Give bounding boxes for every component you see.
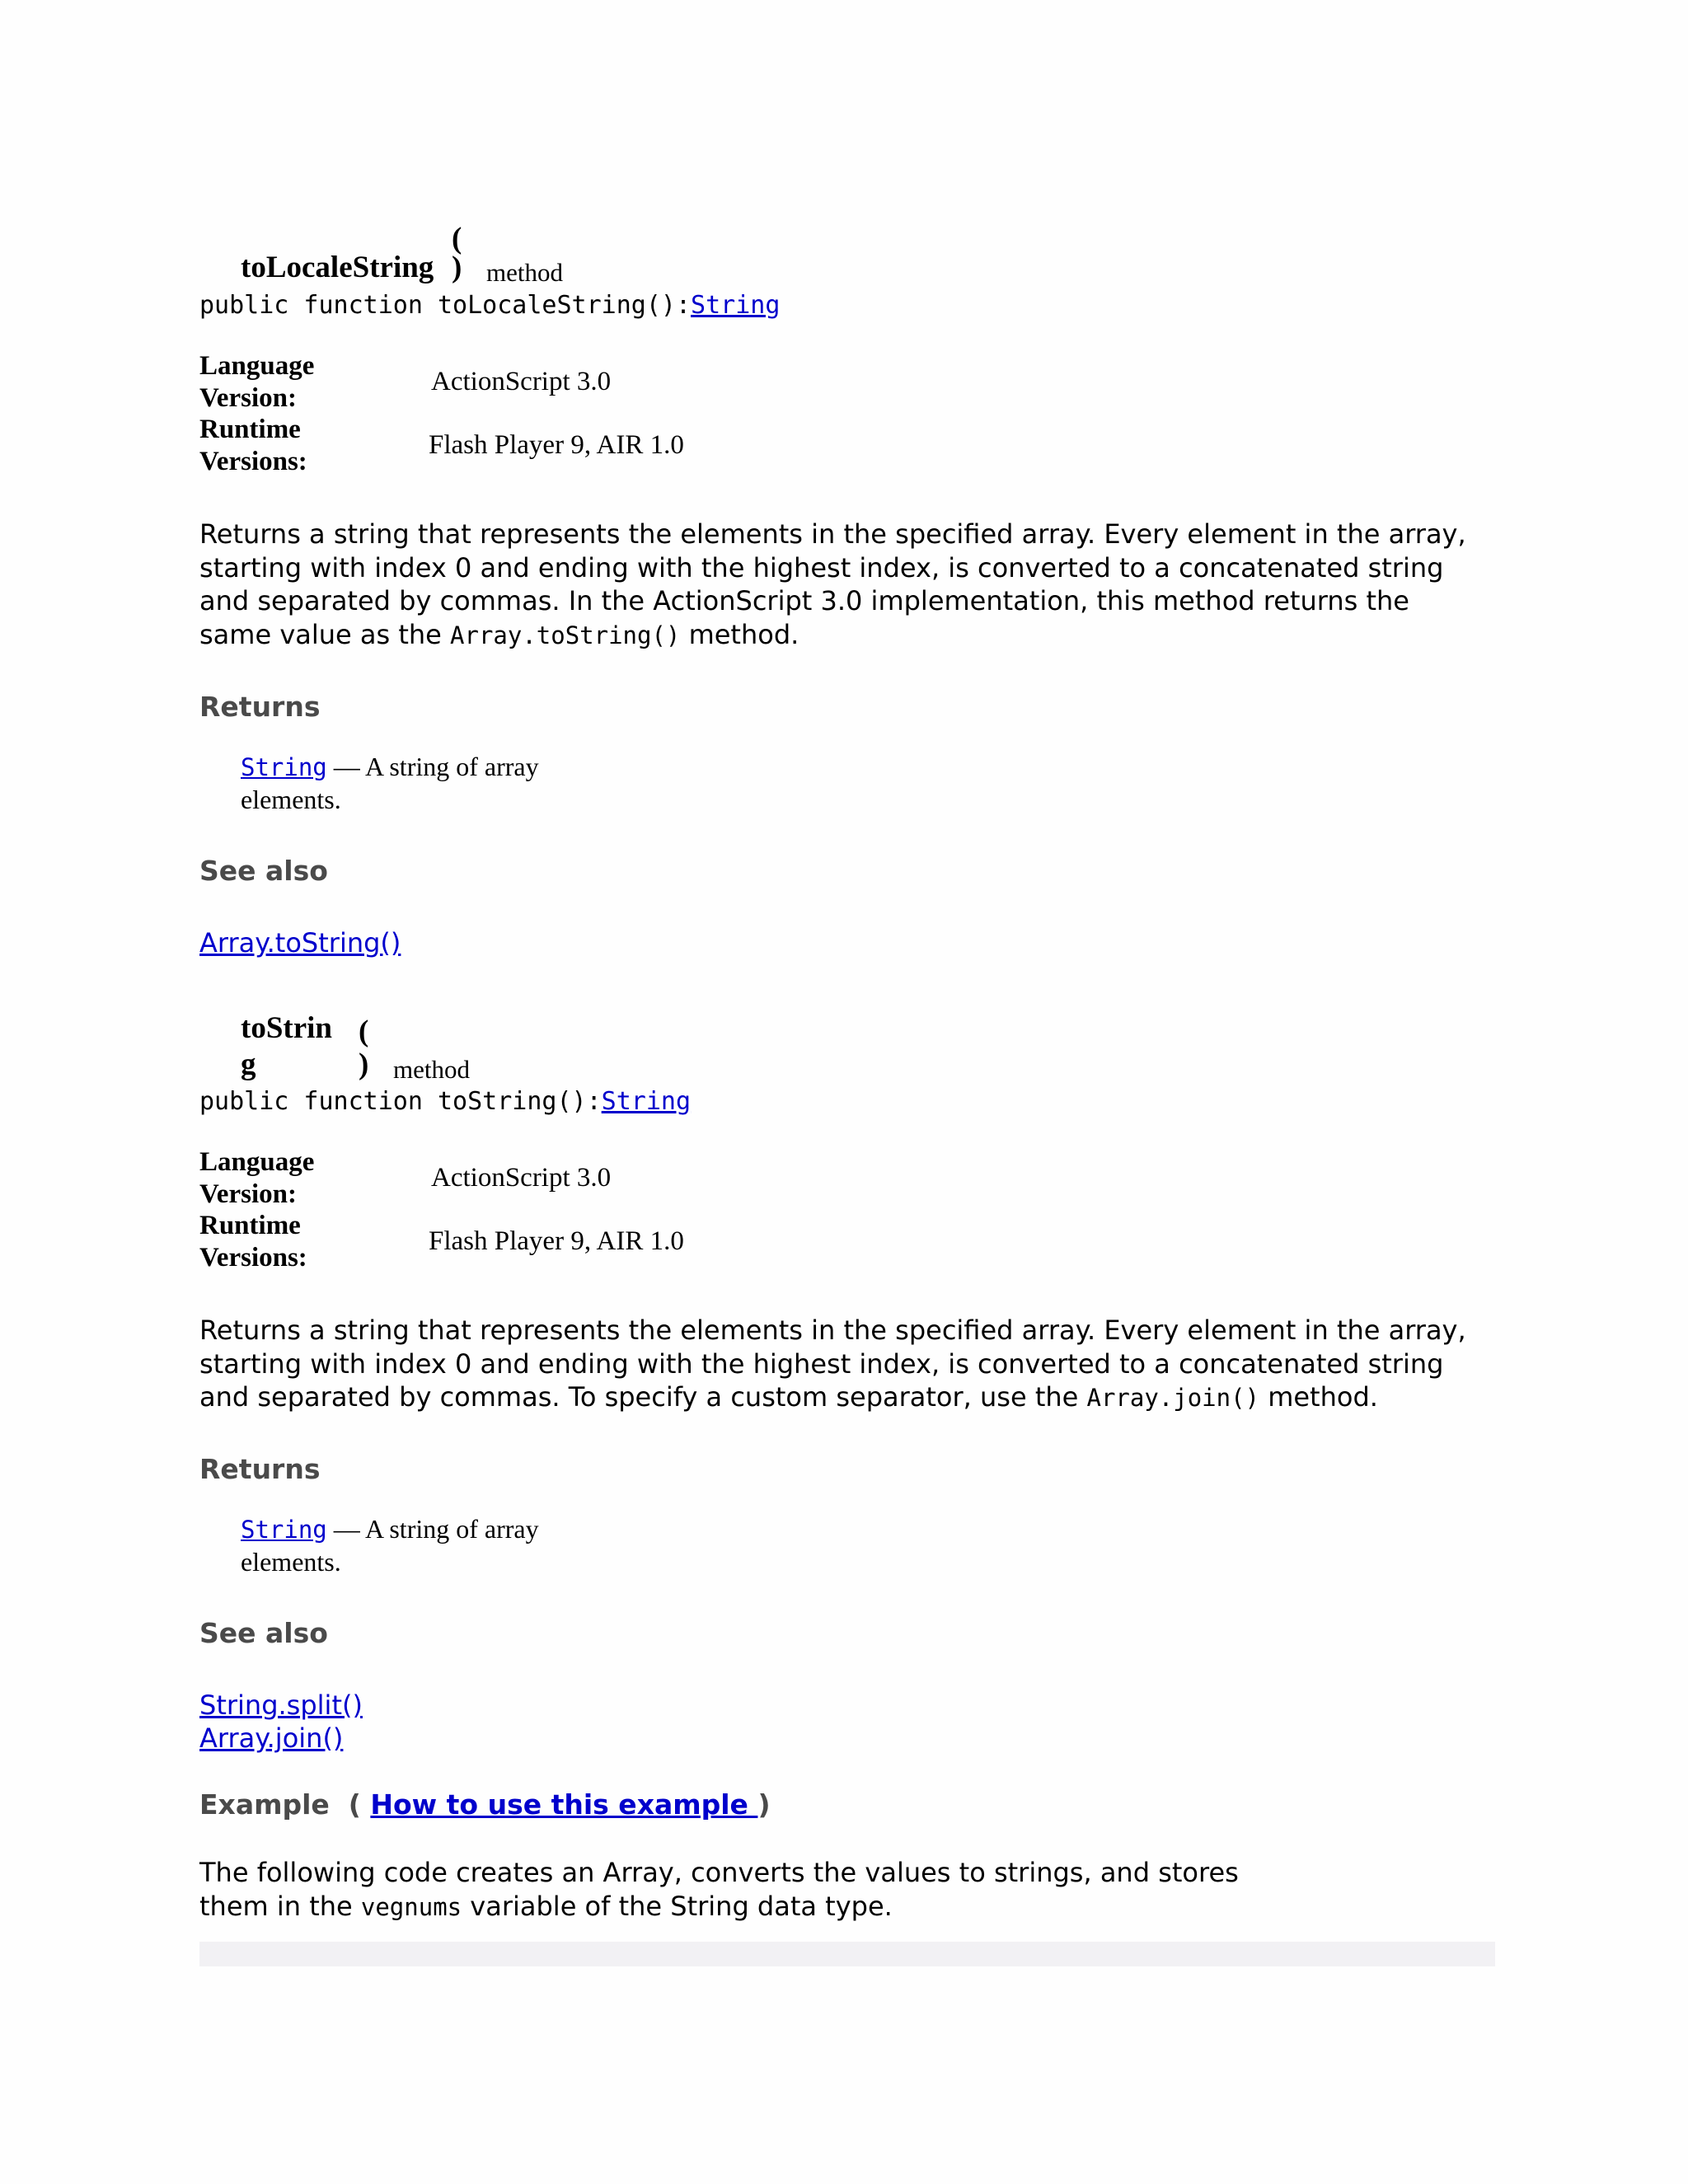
language-version-value: ActionScript 3.0	[431, 1163, 612, 1193]
see-also-link-string-split[interactable]: String.split()	[199, 1690, 363, 1721]
inline-code: Array.join()	[1086, 1384, 1260, 1412]
method-description: Returns a string that represents the elements in the specified array. Every element in the array, starting with index 0 and ending with the highest index, is converted to a concatenated string and separated by commas. To specify a custom separator, use the Array.join() method.	[199, 1315, 1466, 1413]
runtime-versions-label: Runtime Versions:	[199, 415, 307, 476]
method-paren-close: )	[359, 1047, 369, 1081]
language-version-label: Language Version:	[199, 351, 315, 413]
method-signature	[199, 1087, 691, 1116]
see-also-link-array-join[interactable]: Array.join()	[199, 1722, 344, 1754]
runtime-versions-value: Flash Player 9, AIR 1.0	[429, 1226, 684, 1256]
see-also-heading: See also	[199, 855, 328, 887]
method-name-line1: toStrin	[241, 1011, 332, 1045]
example-heading: Example ( How to use this example )	[199, 1788, 771, 1821]
signature-prefix: public function toLocaleString():	[199, 291, 692, 320]
inline-code: vegnums	[360, 1892, 462, 1921]
method-kind-label: method	[486, 258, 563, 287]
see-also-heading: See also	[199, 1617, 328, 1649]
returns-description: String — A string of array elements.	[241, 752, 539, 814]
returns-type-link[interactable]: String	[241, 1516, 327, 1544]
signature-return-type-link[interactable]: String	[601, 1087, 692, 1116]
how-to-use-example-link[interactable]: How to use this example	[370, 1788, 758, 1821]
method-paren-close: )	[452, 251, 462, 284]
inline-code: Array.toString()	[450, 621, 681, 649]
returns-heading: Returns	[199, 1453, 321, 1485]
returns-type-link[interactable]: String	[241, 753, 327, 781]
returns-heading: Returns	[199, 691, 321, 723]
see-also-link-array-tostring[interactable]: Array.toString()	[199, 927, 401, 958]
runtime-versions-label: Runtime Versions:	[199, 1211, 307, 1272]
method-paren-open: (	[452, 222, 462, 255]
language-version-value: ActionScript 3.0	[431, 367, 612, 396]
method-kind-label: method	[393, 1055, 470, 1084]
signature-prefix: public function toString():	[199, 1087, 602, 1116]
runtime-versions-value: Flash Player 9, AIR 1.0	[429, 430, 684, 460]
signature-return-type-link[interactable]: String	[691, 291, 781, 320]
method-name: toLocaleString	[241, 251, 434, 284]
method-signature	[199, 291, 780, 320]
example-description: The following code creates an Array, converts the values to strings, and stores them in the vegnums variable of the String data type.	[199, 1857, 1239, 1922]
language-version-label: Language Version:	[199, 1147, 315, 1209]
method-paren-open: (	[359, 1015, 369, 1048]
method-name-line2: g	[241, 1047, 256, 1081]
code-example-box	[199, 1942, 1495, 1966]
returns-description: String — A string of array elements.	[241, 1514, 539, 1577]
method-description: Returns a string that represents the elements in the specified array. Every element in the array, starting with index 0 and ending with the highest index, is converted to a concatenated string and separated by commas. In the ActionScript 3.0 implementation, this method returns the same value as the Array.toString() method.	[199, 518, 1466, 650]
